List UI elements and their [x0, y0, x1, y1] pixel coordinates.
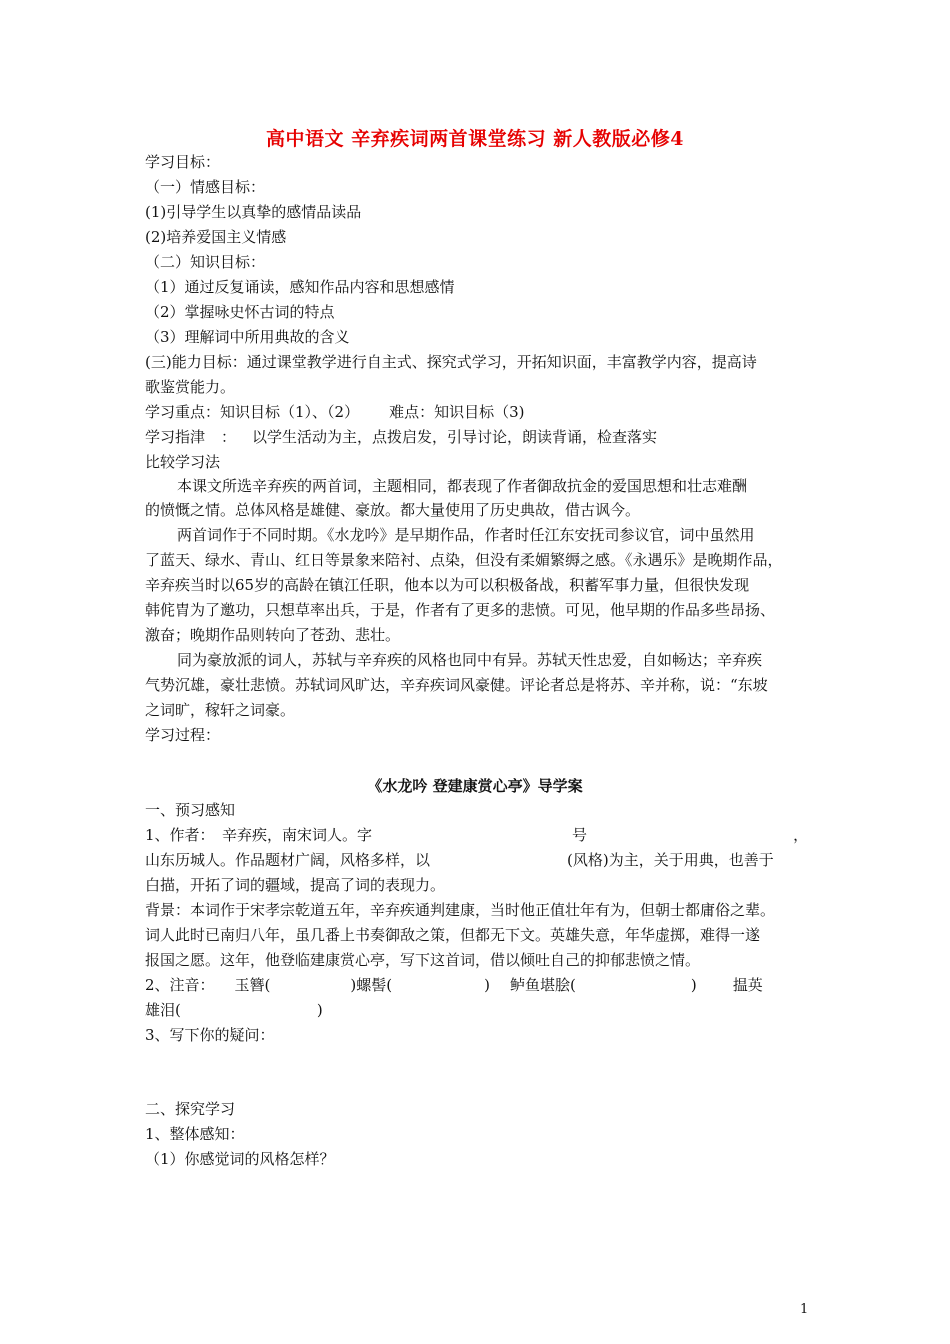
paragraph-2-line-5: 激奋；晚期作品则转向了苍劲、悲壮。	[145, 626, 401, 644]
paragraph-2-line-3: 辛弃疾当时以65岁的高龄在镇江任职，他本以为可以积极备战，积蓄军事力量，但很快发现	[145, 576, 750, 594]
guide-title: 《水龙吟 登建康赏心亭》导学案	[367, 777, 583, 795]
emotion-item-2: (2)培养爱国主义情感	[145, 228, 287, 246]
paragraph-3-line-2: 气势沉雄，豪壮悲愤。苏轼词风旷达，辛弃疾词风豪健。评论者总是将苏、辛并称，说：“东坡	[145, 676, 768, 694]
pronunciation-label: 2、注音：	[145, 976, 215, 994]
question-3: 3、写下你的疑问：	[145, 1026, 275, 1044]
word-4-close: )	[316, 1001, 323, 1019]
section-1-heading: 一、预习感知	[145, 801, 236, 819]
paragraph-1-line-1: 本课文所选辛弃疾的两首词，主题相同，都表现了作者御敌抗金的爱国思想和壮志难酬	[177, 477, 748, 495]
knowledge-item-1: （1）通过反复诵读，感知作品内容和思想感情	[145, 278, 455, 296]
question-2-line-1	[145, 975, 763, 995]
author-intro: 1、作者： 辛弃疾，南宋词人。字	[145, 826, 373, 844]
paragraph-3-line-1: 同为豪放派的词人，苏轼与辛弃疾的风格也同中有异。苏轼天性忠爱，自如畅达；辛弃疾	[177, 651, 763, 669]
emotion-item-1: (1)引导学生以真挚的感情品读品	[145, 203, 362, 221]
guidance-label: 学习指津	[145, 428, 206, 446]
question-1-line-2	[145, 850, 774, 870]
guidance-line	[145, 427, 657, 447]
document-title: 高中语文 辛弃疾词两首课堂练习 新人教版必修4	[266, 128, 684, 150]
knowledge-item-3: （3）理解词中所用典故的含义	[145, 328, 350, 346]
word-2-close: )	[484, 976, 490, 994]
background-line-1: 背景：本词作于宋孝宗乾道五年，辛弃疾通判建康，当时他正值壮年有为，但朝士都庸俗之辈。	[145, 901, 776, 919]
paragraph-1-line-2: 的愤慨之情。总体风格是雄健、豪放。都大量使用了历史典故，借古讽今。	[145, 501, 641, 519]
background-line-3: 报国之愿。这年，他登临建康赏心亭，写下这首词，借以倾吐自己的抑郁悲愤之情。	[145, 951, 701, 969]
knowledge-item-2: （2）掌握咏史怀古词的特点	[145, 303, 335, 321]
guidance-text: 以学生活动为主，点拨启发，引导讨论，朗读背诵，检查落实	[252, 428, 658, 446]
word-1: 玉簪(	[234, 976, 271, 994]
word-1-close: )	[350, 976, 357, 994]
key-points: 学习重点：知识目标（1）、（2）	[145, 403, 360, 421]
section-2-question-1: 1、整体感知：	[145, 1125, 245, 1143]
alias-label: 号	[572, 826, 588, 844]
ability-line-2: 歌鉴赏能力。	[145, 378, 236, 396]
page-number: 1	[800, 1302, 809, 1317]
compare-heading: 比较学习法	[145, 453, 221, 471]
background-line-2: 词人此时已南归八年，虽几番上书奏御敌之策，但都无下文。英雄失意，年华虚掷，难得一遂	[145, 926, 761, 944]
focus-line	[145, 402, 525, 422]
guidance-colon: ：	[221, 428, 237, 446]
paragraph-3-line-3: 之词旷，稼轩之词豪。	[145, 701, 296, 719]
paragraph-2-line-1: 两首词作于不同时期。《水龙吟》是早期作品，作者时任江东安抚司参议官，词中虽然用	[177, 526, 755, 544]
objectives-heading: 学习目标：	[145, 153, 221, 171]
question-2-line-2	[145, 1000, 323, 1020]
style-label: (风格)为主，关于用典，也善于	[567, 851, 774, 869]
word-4: 揾英	[732, 976, 763, 994]
question-1-line-3: 白描，开拓了词的疆域，提高了词的表现力。	[145, 876, 446, 894]
ability-line-1: (三)能力目标：通过课堂教学进行自主式、探究式学习，开拓知识面，丰富教学内容，提高诗	[145, 353, 757, 371]
trailing-comma: ，	[793, 826, 809, 844]
process-heading: 学习过程：	[145, 726, 221, 744]
knowledge-heading: （二）知识目标：	[145, 253, 266, 271]
question-1-line-1	[145, 825, 808, 845]
section-2-question-1-1: （1）你感觉词的风格怎样？	[145, 1150, 335, 1168]
word-3-close: )	[690, 976, 697, 994]
paragraph-2-line-4: 韩侂胄为了邀功，只想草率出兵，于是，作者有了更多的悲愤。可见，他早期的作品多些昂扬、	[145, 601, 776, 619]
word-4-continued: 雄泪(	[145, 1001, 181, 1019]
word-2: 螺髻(	[356, 976, 393, 994]
section-2-heading: 二、探究学习	[145, 1100, 236, 1118]
difficulty: 难点：知识目标（3)	[389, 403, 525, 421]
paragraph-2-line-2: 了蓝天、绿水、青山、红日等景象来陪衬、点染，但没有柔媚繁缛之感。《永遇乐》是晚期作品，	[145, 551, 783, 569]
style-intro: 山东历城人。作品题材广阔，风格多样，以	[145, 851, 431, 869]
word-3: 鲈鱼堪脍(	[509, 976, 576, 994]
emotion-heading: （一）情感目标：	[145, 178, 266, 196]
